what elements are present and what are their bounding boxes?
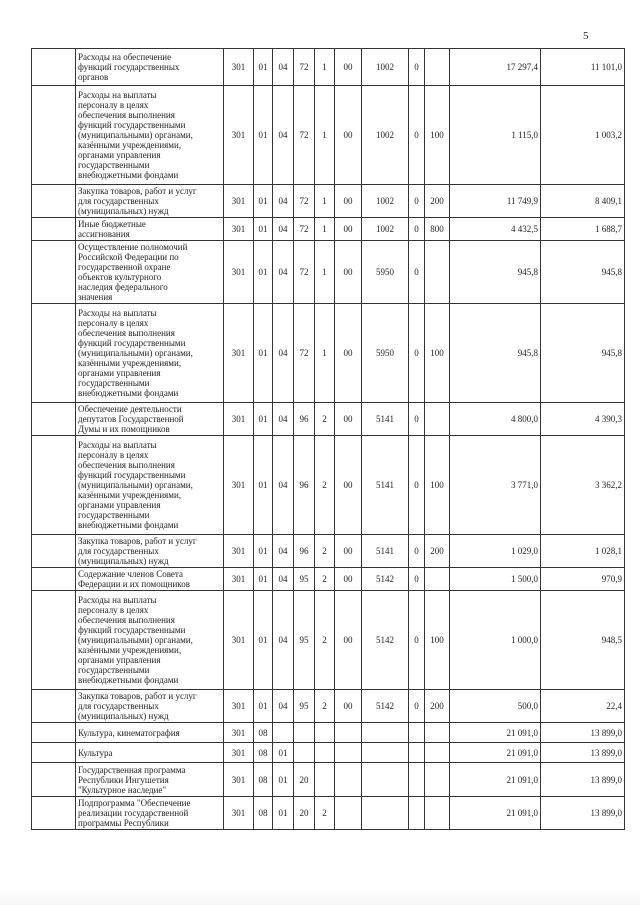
code-cell: 01 [254, 436, 273, 535]
row-name-cell [76, 218, 224, 241]
row-index-cell [32, 241, 76, 304]
row-index-cell [32, 403, 76, 436]
code-cell: 301 [224, 568, 254, 591]
code-cell: 2 [315, 436, 335, 535]
code-cell: 04 [273, 403, 294, 436]
row-name-line: программы Республики [78, 818, 169, 828]
amount-cell: 500,0 [450, 690, 541, 723]
table-row [32, 436, 625, 535]
code-cell: 00 [335, 218, 362, 241]
row-name-line: государственными [78, 665, 150, 675]
amount-cell: 11 749,9 [450, 185, 541, 218]
row-name-line: казёнными учреждениями, [78, 645, 182, 655]
amount-cell: 1 028,1 [541, 535, 625, 568]
row-name-line: (муниципальных) нужд [78, 556, 169, 566]
table-row [32, 591, 625, 690]
code-cell: 95 [294, 591, 315, 690]
row-name-line: Расходы на обеспечение [78, 52, 172, 62]
code-cell [294, 743, 315, 763]
row-name-line: казёнными учреждениями, [78, 140, 182, 150]
code-cell: 301 [224, 723, 254, 743]
code-cell: 2 [315, 591, 335, 690]
code-cell: 00 [335, 568, 362, 591]
budget-table [31, 48, 625, 830]
row-name-line: Закупка товаров, работ и услуг [78, 186, 197, 196]
code-cell: 301 [224, 797, 254, 830]
code-cell: 100 [425, 436, 450, 535]
amount-cell: 3 362,2 [541, 436, 625, 535]
row-name-cell [76, 241, 224, 304]
row-name-cell [76, 403, 224, 436]
code-cell: 800 [425, 218, 450, 241]
row-name-line: персоналу в целях [78, 450, 149, 460]
row-name-cell [76, 535, 224, 568]
code-cell: 2 [315, 690, 335, 723]
row-name-cell [76, 743, 224, 763]
code-cell: 96 [294, 403, 315, 436]
code-cell: 72 [294, 241, 315, 304]
code-cell: 01 [273, 763, 294, 797]
row-name-cell [76, 304, 224, 403]
scan-edge [0, 887, 640, 905]
row-name-line: Федерации и их помощников [78, 579, 190, 589]
code-cell: 01 [254, 568, 273, 591]
code-cell: 200 [425, 535, 450, 568]
amount-cell: 22,4 [541, 690, 625, 723]
code-cell: 100 [425, 591, 450, 690]
amount-cell: 945,8 [450, 241, 541, 304]
row-index-cell [32, 535, 76, 568]
amount-cell: 1 029,0 [450, 535, 541, 568]
amount-cell: 948,5 [541, 591, 625, 690]
code-cell [425, 241, 450, 304]
code-cell: 01 [254, 403, 273, 436]
code-cell: 0 [409, 591, 425, 690]
row-name-line: Расходы на выплаты [78, 308, 157, 318]
code-cell: 04 [273, 86, 294, 185]
table-row [32, 723, 625, 743]
code-cell: 100 [425, 304, 450, 403]
code-cell: 5950 [362, 241, 409, 304]
code-cell: 301 [224, 436, 254, 535]
row-name-line: функций государственных [78, 62, 180, 72]
table-row [32, 241, 625, 304]
code-cell: 301 [224, 403, 254, 436]
code-cell: 301 [224, 743, 254, 763]
code-cell [362, 723, 409, 743]
code-cell: 00 [335, 241, 362, 304]
code-cell: 0 [409, 436, 425, 535]
code-cell [425, 743, 450, 763]
row-name-line: (муниципальными) органами, [78, 635, 193, 645]
row-name-line: объектов культурного [78, 272, 162, 282]
row-name-line: ассигнования [78, 229, 130, 239]
code-cell: 00 [335, 591, 362, 690]
row-name-line: Обеспечение деятельности [78, 404, 182, 414]
row-name-line: Расходы на выплаты [78, 595, 157, 605]
code-cell: 04 [273, 568, 294, 591]
code-cell: 2 [315, 403, 335, 436]
row-name-cell [76, 723, 224, 743]
row-index-cell [32, 568, 76, 591]
table-row [32, 535, 625, 568]
row-name-line: Расходы на выплаты [78, 90, 157, 100]
row-name-line: (муниципальными) органами, [78, 480, 193, 490]
code-cell: 72 [294, 185, 315, 218]
code-cell: 301 [224, 763, 254, 797]
row-index-cell [32, 436, 76, 535]
code-cell [425, 763, 450, 797]
row-name-line: депутатов Государственной [78, 414, 184, 424]
row-name-line: "Культурное наследие" [78, 784, 167, 795]
code-cell: 95 [294, 690, 315, 723]
amount-cell: 17 297,4 [450, 49, 541, 86]
code-cell: 1 [315, 218, 335, 241]
amount-cell: 21 091,0 [450, 763, 541, 797]
row-name-line: Закупка товаров, работ и услуг [78, 691, 197, 701]
code-cell [425, 568, 450, 591]
code-cell: 0 [409, 241, 425, 304]
code-cell: 5141 [362, 535, 409, 568]
table-row [32, 797, 625, 830]
amount-cell: 4 432,5 [450, 218, 541, 241]
code-cell: 0 [409, 86, 425, 185]
code-cell: 72 [294, 49, 315, 86]
row-index-cell [32, 723, 76, 743]
amount-cell: 1 000,0 [450, 591, 541, 690]
row-index-cell [32, 218, 76, 241]
code-cell [335, 797, 362, 830]
row-index-cell [32, 185, 76, 218]
code-cell: 5142 [362, 591, 409, 690]
row-name-line: для государственных [78, 196, 159, 206]
row-name-line: (муниципальными) органами, [78, 130, 193, 140]
code-cell: 72 [294, 218, 315, 241]
code-cell: 08 [254, 763, 273, 797]
code-cell: 301 [224, 49, 254, 86]
code-cell: 04 [273, 535, 294, 568]
code-cell [409, 723, 425, 743]
code-cell: 00 [335, 690, 362, 723]
code-cell: 0 [409, 49, 425, 86]
code-cell: 1 [315, 86, 335, 185]
row-name-line: внебюджетными фондами [78, 388, 179, 398]
code-cell: 04 [273, 218, 294, 241]
table-row [32, 218, 625, 241]
code-cell: 301 [224, 690, 254, 723]
row-name-line: обеспечения выполнения [78, 110, 175, 120]
code-cell: 20 [294, 763, 315, 797]
row-index-cell [32, 743, 76, 763]
row-name-line: государственными [78, 378, 150, 388]
row-name-line: Закупка товаров, работ и услуг [78, 536, 197, 546]
code-cell: 0 [409, 185, 425, 218]
table-row [32, 49, 625, 86]
code-cell: 00 [335, 436, 362, 535]
row-name-line: внебюджетными фондами [78, 520, 179, 530]
code-cell: 08 [254, 723, 273, 743]
row-name-cell [76, 86, 224, 185]
code-cell: 04 [273, 49, 294, 86]
code-cell: 1002 [362, 218, 409, 241]
code-cell: 301 [224, 241, 254, 304]
amount-cell: 13 899,0 [541, 763, 625, 797]
code-cell: 0 [409, 218, 425, 241]
code-cell: 200 [425, 185, 450, 218]
code-cell: 01 [254, 185, 273, 218]
amount-cell: 945,8 [450, 304, 541, 403]
row-name-line: Подпрограмма "Обеспечение [78, 798, 191, 808]
row-name-line: органами управления [78, 368, 161, 378]
row-name-cell [76, 436, 224, 535]
row-name-line: Содержание членов Совета [78, 569, 183, 579]
code-cell: 200 [425, 690, 450, 723]
row-name-line: наследия федерального [78, 282, 168, 292]
code-cell: 301 [224, 218, 254, 241]
amount-cell: 970,9 [541, 568, 625, 591]
row-name-line: обеспечения выполнения [78, 460, 175, 470]
code-cell [273, 723, 294, 743]
code-cell: 01 [273, 797, 294, 830]
row-name-line: органов [78, 72, 109, 82]
row-name-line: Думы и их помощников [78, 424, 170, 434]
row-name-line: органами управления [78, 150, 161, 160]
row-name-line: обеспечения выполнения [78, 615, 175, 625]
code-cell [425, 723, 450, 743]
row-name-line: для государственных [78, 701, 159, 711]
amount-cell: 945,8 [541, 241, 625, 304]
row-name-line: Расходы на выплаты [78, 440, 157, 450]
table-row [32, 568, 625, 591]
code-cell: 301 [224, 535, 254, 568]
code-cell: 1 [315, 241, 335, 304]
table-row [32, 86, 625, 185]
amount-cell: 13 899,0 [541, 743, 625, 763]
row-name-line: Культура, кинематография [78, 727, 180, 738]
code-cell [425, 797, 450, 830]
code-cell: 01 [254, 86, 273, 185]
row-name-line: персоналу в целях [78, 100, 149, 110]
table-row [32, 185, 625, 218]
row-name-cell [76, 763, 224, 797]
code-cell [315, 763, 335, 797]
code-cell: 00 [335, 304, 362, 403]
code-cell: 72 [294, 86, 315, 185]
code-cell: 5142 [362, 690, 409, 723]
table-row [32, 304, 625, 403]
row-name-line: Республики Ингушетия [78, 774, 169, 785]
code-cell: 0 [409, 690, 425, 723]
row-name-line: органами управления [78, 655, 161, 665]
code-cell: 2 [315, 535, 335, 568]
code-cell: 301 [224, 304, 254, 403]
amount-cell: 11 101,0 [541, 49, 625, 86]
code-cell: 5950 [362, 304, 409, 403]
amount-cell: 13 899,0 [541, 723, 625, 743]
row-name-line: казёнными учреждениями, [78, 490, 182, 500]
code-cell [425, 403, 450, 436]
code-cell [409, 763, 425, 797]
row-index-cell [32, 591, 76, 690]
code-cell [362, 743, 409, 763]
code-cell [315, 723, 335, 743]
code-cell: 08 [254, 797, 273, 830]
row-name-line: Иные бюджетные [78, 219, 146, 229]
row-name-line: функций государственными [78, 625, 186, 635]
row-name-cell [76, 185, 224, 218]
code-cell: 1002 [362, 86, 409, 185]
code-cell: 01 [273, 743, 294, 763]
code-cell: 04 [273, 185, 294, 218]
code-cell [425, 49, 450, 86]
amount-cell: 945,8 [541, 304, 625, 403]
code-cell: 01 [254, 535, 273, 568]
code-cell: 5142 [362, 568, 409, 591]
code-cell: 1002 [362, 185, 409, 218]
amount-cell: 1 688,7 [541, 218, 625, 241]
code-cell [362, 797, 409, 830]
row-name-line: для государственных [78, 546, 159, 556]
code-cell: 301 [224, 86, 254, 185]
code-cell: 01 [254, 218, 273, 241]
amount-cell: 8 409,1 [541, 185, 625, 218]
code-cell: 96 [294, 535, 315, 568]
code-cell: 04 [273, 436, 294, 535]
row-name-line: Культура [78, 747, 113, 758]
code-cell: 00 [335, 535, 362, 568]
row-name-line: функций государственными [78, 120, 186, 130]
code-cell: 95 [294, 568, 315, 591]
row-index-cell [32, 763, 76, 797]
code-cell: 5141 [362, 403, 409, 436]
code-cell: 96 [294, 436, 315, 535]
row-name-cell [76, 690, 224, 723]
row-name-line: значения [78, 292, 113, 302]
code-cell: 0 [409, 535, 425, 568]
amount-cell: 1 115,0 [450, 86, 541, 185]
table-row [32, 763, 625, 797]
row-name-line: Осуществление полномочий [78, 242, 188, 252]
row-name-line: (муниципальных) нужд [78, 711, 169, 721]
row-name-line: казёнными учреждениями, [78, 358, 182, 368]
row-name-line: реализации государственной [78, 808, 189, 818]
row-name-line: функций государственными [78, 338, 186, 348]
row-name-cell [76, 591, 224, 690]
row-name-line: государственными [78, 160, 150, 170]
amount-cell: 3 771,0 [450, 436, 541, 535]
code-cell: 72 [294, 304, 315, 403]
row-name-line: внебюджетными фондами [78, 675, 179, 685]
code-cell: 00 [335, 403, 362, 436]
amount-cell: 21 091,0 [450, 723, 541, 743]
table-row [32, 743, 625, 763]
code-cell [335, 743, 362, 763]
amount-cell: 13 899,0 [541, 797, 625, 830]
code-cell: 00 [335, 185, 362, 218]
code-cell: 301 [224, 591, 254, 690]
amount-cell: 21 091,0 [450, 743, 541, 763]
code-cell: 100 [425, 86, 450, 185]
code-cell: 1 [315, 304, 335, 403]
amount-cell: 1 003,2 [541, 86, 625, 185]
code-cell: 2 [315, 568, 335, 591]
amount-cell: 4 390,3 [541, 403, 625, 436]
table-row [32, 690, 625, 723]
code-cell: 5141 [362, 436, 409, 535]
row-index-cell [32, 86, 76, 185]
code-cell [315, 743, 335, 763]
table-row [32, 403, 625, 436]
code-cell: 01 [254, 241, 273, 304]
code-cell [409, 743, 425, 763]
code-cell [335, 723, 362, 743]
code-cell: 04 [273, 241, 294, 304]
row-name-line: функций государственными [78, 470, 186, 480]
page-number: 5 [583, 30, 589, 42]
row-index-cell [32, 49, 76, 86]
code-cell: 00 [335, 86, 362, 185]
amount-cell: 21 091,0 [450, 797, 541, 830]
row-name-cell [76, 568, 224, 591]
code-cell: 1 [315, 185, 335, 218]
code-cell: 04 [273, 690, 294, 723]
row-name-cell [76, 797, 224, 830]
row-name-line: государственными [78, 510, 150, 520]
row-index-cell [32, 690, 76, 723]
code-cell: 01 [254, 690, 273, 723]
row-name-line: Российской Федерации по [78, 252, 179, 262]
code-cell: 301 [224, 185, 254, 218]
row-index-cell [32, 304, 76, 403]
code-cell: 0 [409, 568, 425, 591]
row-name-line: (муниципальных) нужд [78, 206, 169, 216]
code-cell [335, 763, 362, 797]
row-name-line: персоналу в целях [78, 318, 149, 328]
row-name-line: обеспечения выполнения [78, 328, 175, 338]
amount-cell: 1 500,0 [450, 568, 541, 591]
code-cell: 01 [254, 49, 273, 86]
code-cell: 01 [254, 591, 273, 690]
row-name-line: государственной охране [78, 262, 171, 272]
row-name-line: персоналу в целях [78, 605, 149, 615]
code-cell: 01 [254, 304, 273, 403]
code-cell: 08 [254, 743, 273, 763]
code-cell: 0 [409, 304, 425, 403]
code-cell: 2 [315, 797, 335, 830]
amount-cell: 4 800,0 [450, 403, 541, 436]
code-cell [409, 797, 425, 830]
row-name-cell [76, 49, 224, 86]
code-cell [362, 763, 409, 797]
code-cell: 04 [273, 591, 294, 690]
code-cell: 0 [409, 403, 425, 436]
code-cell: 1 [315, 49, 335, 86]
row-name-line: органами управления [78, 500, 161, 510]
code-cell: 04 [273, 304, 294, 403]
row-name-line: Государственная программа [78, 764, 186, 775]
row-name-line: (муниципальными) органами, [78, 348, 193, 358]
code-cell [294, 723, 315, 743]
row-index-cell [32, 797, 76, 830]
row-name-line: внебюджетными фондами [78, 170, 179, 180]
code-cell: 20 [294, 797, 315, 830]
code-cell: 00 [335, 49, 362, 86]
code-cell: 1002 [362, 49, 409, 86]
